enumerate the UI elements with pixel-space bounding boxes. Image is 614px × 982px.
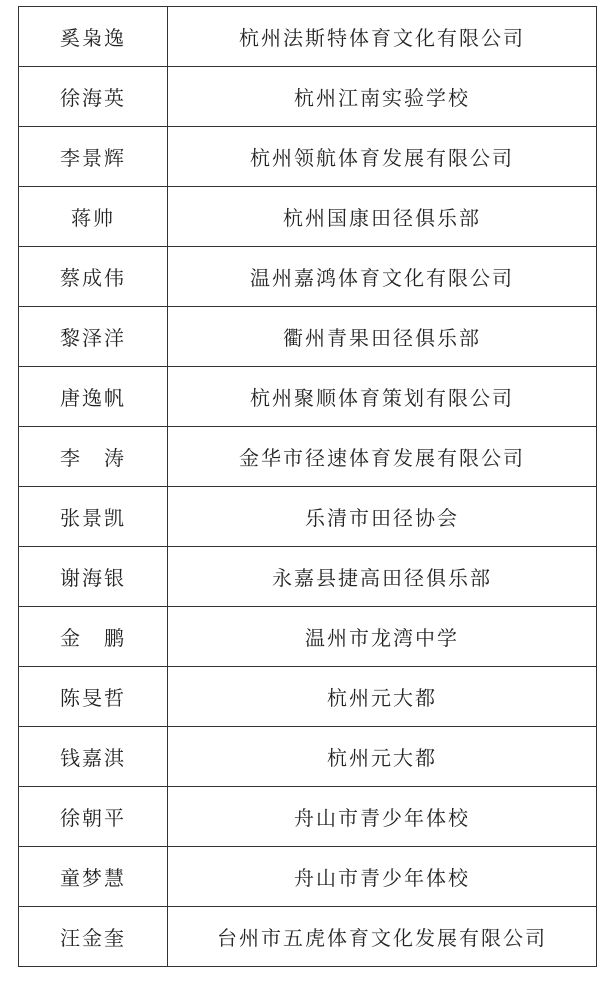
person-name: 张景凯 bbox=[19, 487, 168, 547]
table-row bbox=[19, 547, 597, 607]
table-row bbox=[19, 127, 597, 187]
table-row bbox=[19, 427, 597, 487]
person-name: 谢海银 bbox=[19, 547, 168, 607]
organization-name: 金华市径速体育发展有限公司 bbox=[168, 427, 597, 487]
organization-name: 台州市五虎体育文化发展有限公司 bbox=[168, 907, 597, 967]
organization-name: 杭州元大都 bbox=[168, 667, 597, 727]
table-row bbox=[19, 247, 597, 307]
organization-name: 杭州领航体育发展有限公司 bbox=[168, 127, 597, 187]
organization-name: 杭州聚顺体育策划有限公司 bbox=[168, 367, 597, 427]
organization-name: 温州嘉鸿体育文化有限公司 bbox=[168, 247, 597, 307]
organization-name: 衢州青果田径俱乐部 bbox=[168, 307, 597, 367]
person-name: 奚枭逸 bbox=[19, 7, 168, 67]
person-name: 李 涛 bbox=[19, 427, 168, 487]
person-name: 徐朝平 bbox=[19, 787, 168, 847]
person-name: 童梦慧 bbox=[19, 847, 168, 907]
table-row bbox=[19, 307, 597, 367]
organization-name: 乐清市田径协会 bbox=[168, 487, 597, 547]
organization-name: 舟山市青少年体校 bbox=[168, 787, 597, 847]
person-name: 唐逸帆 bbox=[19, 367, 168, 427]
organization-name: 杭州元大都 bbox=[168, 727, 597, 787]
table-row bbox=[19, 67, 597, 127]
organization-name: 杭州法斯特体育文化有限公司 bbox=[168, 7, 597, 67]
table-row bbox=[19, 787, 597, 847]
table-row bbox=[19, 487, 597, 547]
roster-table bbox=[18, 6, 597, 967]
table-row bbox=[19, 667, 597, 727]
person-name: 蒋帅 bbox=[19, 187, 168, 247]
organization-name: 杭州国康田径俱乐部 bbox=[168, 187, 597, 247]
person-name: 蔡成伟 bbox=[19, 247, 168, 307]
person-name: 黎泽洋 bbox=[19, 307, 168, 367]
roster-table-container bbox=[18, 6, 596, 967]
person-name: 李景辉 bbox=[19, 127, 168, 187]
table-row bbox=[19, 187, 597, 247]
organization-name: 杭州江南实验学校 bbox=[168, 67, 597, 127]
table-row bbox=[19, 907, 597, 967]
organization-name: 永嘉县捷高田径俱乐部 bbox=[168, 547, 597, 607]
organization-name: 舟山市青少年体校 bbox=[168, 847, 597, 907]
table-row bbox=[19, 847, 597, 907]
table-row bbox=[19, 7, 597, 67]
person-name: 徐海英 bbox=[19, 67, 168, 127]
person-name: 金 鹏 bbox=[19, 607, 168, 667]
person-name: 钱嘉淇 bbox=[19, 727, 168, 787]
person-name: 汪金奎 bbox=[19, 907, 168, 967]
organization-name: 温州市龙湾中学 bbox=[168, 607, 597, 667]
table-row bbox=[19, 607, 597, 667]
person-name: 陈旻哲 bbox=[19, 667, 168, 727]
table-row bbox=[19, 367, 597, 427]
table-row bbox=[19, 727, 597, 787]
